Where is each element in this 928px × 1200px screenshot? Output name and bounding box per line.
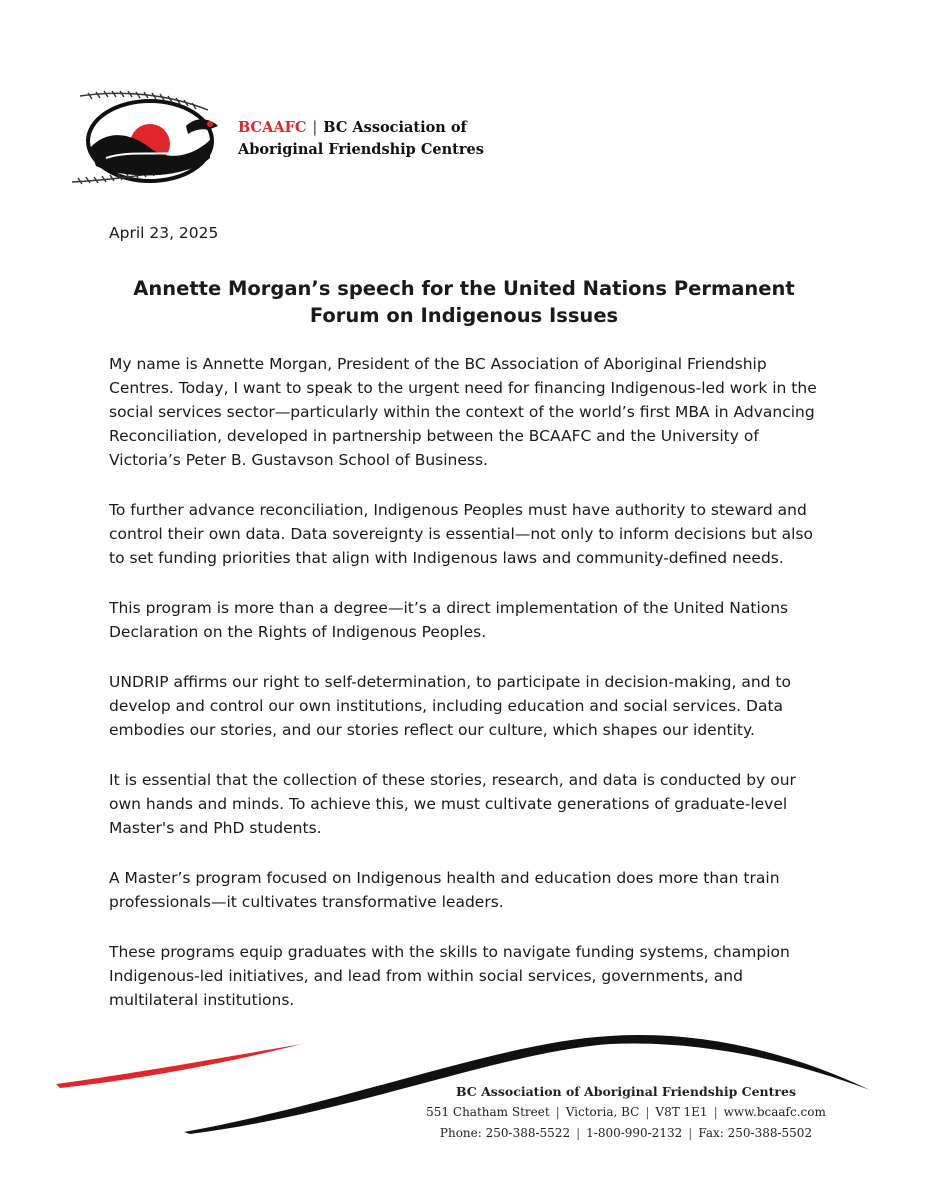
footer-fax: Fax: 250-388-5502 [698, 1126, 813, 1140]
org-name-line2: Aboriginal Friendship Centres [238, 141, 484, 158]
footer-contact [376, 1083, 876, 1142]
footer-phone-line [376, 1125, 876, 1142]
org-separator: | [312, 120, 318, 136]
footer-separator: | [555, 1105, 560, 1119]
paragraph: My name is Annette Morgan, President of the BC Association of Aboriginal Friendship Centres. Today, I want to speak to the urgent need for financing Indigenous-led work in the social services sector—particularly within the context of the world’s first MBA in Advancing Reconciliation, developed in partnership between the BCAAFC and the University of Victoria’s Peter B. Gustavson School of Business. [109, 355, 817, 469]
footer-tollfree: 1-800-990-2132 [586, 1126, 683, 1140]
bcaafc-logo [68, 86, 233, 191]
speech-title [100, 275, 828, 329]
paragraph: This program is more than a degree—it’s a direct implementation of the United Nations Declaration on the Rights of Indigenous Peoples. [109, 599, 789, 641]
footer-street: 551 Chatham Street [426, 1105, 550, 1119]
letter-date: April 23, 2025 [109, 224, 219, 242]
org-name-part1: BC Association of [323, 119, 467, 136]
footer-org-name: BC Association of Aboriginal Friendship Centres [456, 1084, 796, 1099]
paragraph: A Master’s program focused on Indigenous health and education does more than train professionals—it cultivates transformative leaders. [109, 869, 780, 911]
footer-separator: | [713, 1105, 718, 1119]
footer-postal: V8T 1E1 [655, 1105, 708, 1119]
footer-separator: | [645, 1105, 650, 1119]
paragraph: UNDRIP affirms our right to self-determination, to participate in decision-making, and to develop and control our own institutions, including education and social services. Data embodies our stories, and our stories reflect our culture, which shapes our identity. [109, 673, 791, 739]
paragraph: It is essential that the collection of these stories, research, and data is conducted by our own hands and minds. To achieve this, we must cultivate generations of graduate-level Master's and PhD students. [109, 771, 796, 837]
paragraph: To further advance reconciliation, Indigenous Peoples must have authority to steward and control their own data. Data sovereignty is essential—not only to inform decisions but also to set funding priorities that align with Indigenous laws and community-defined needs. [109, 501, 813, 567]
footer-city: Victoria, BC [565, 1105, 640, 1119]
speech-body [109, 352, 829, 1038]
organization-name [238, 117, 484, 160]
speech-title-line2: Forum on Indigenous Issues [309, 304, 619, 327]
footer-separator: | [688, 1126, 693, 1140]
speech-title-line1: Annette Morgan’s speech for the United Nations Permanent [133, 277, 795, 300]
footer-address-line [376, 1104, 876, 1121]
org-name-line1 [238, 117, 484, 139]
paragraph: These programs equip graduates with the skills to navigate funding systems, champion Indigenous-led initiatives, and lead from within social services, governments, and multilateral institutions. [109, 943, 790, 1009]
footer-phone: Phone: 250-388-5522 [439, 1126, 571, 1140]
org-acronym: BCAAFC [238, 119, 307, 136]
footer-website-link[interactable]: www.bcaafc.com [723, 1105, 826, 1119]
footer-separator: | [576, 1126, 581, 1140]
red-swoosh [56, 1044, 302, 1088]
